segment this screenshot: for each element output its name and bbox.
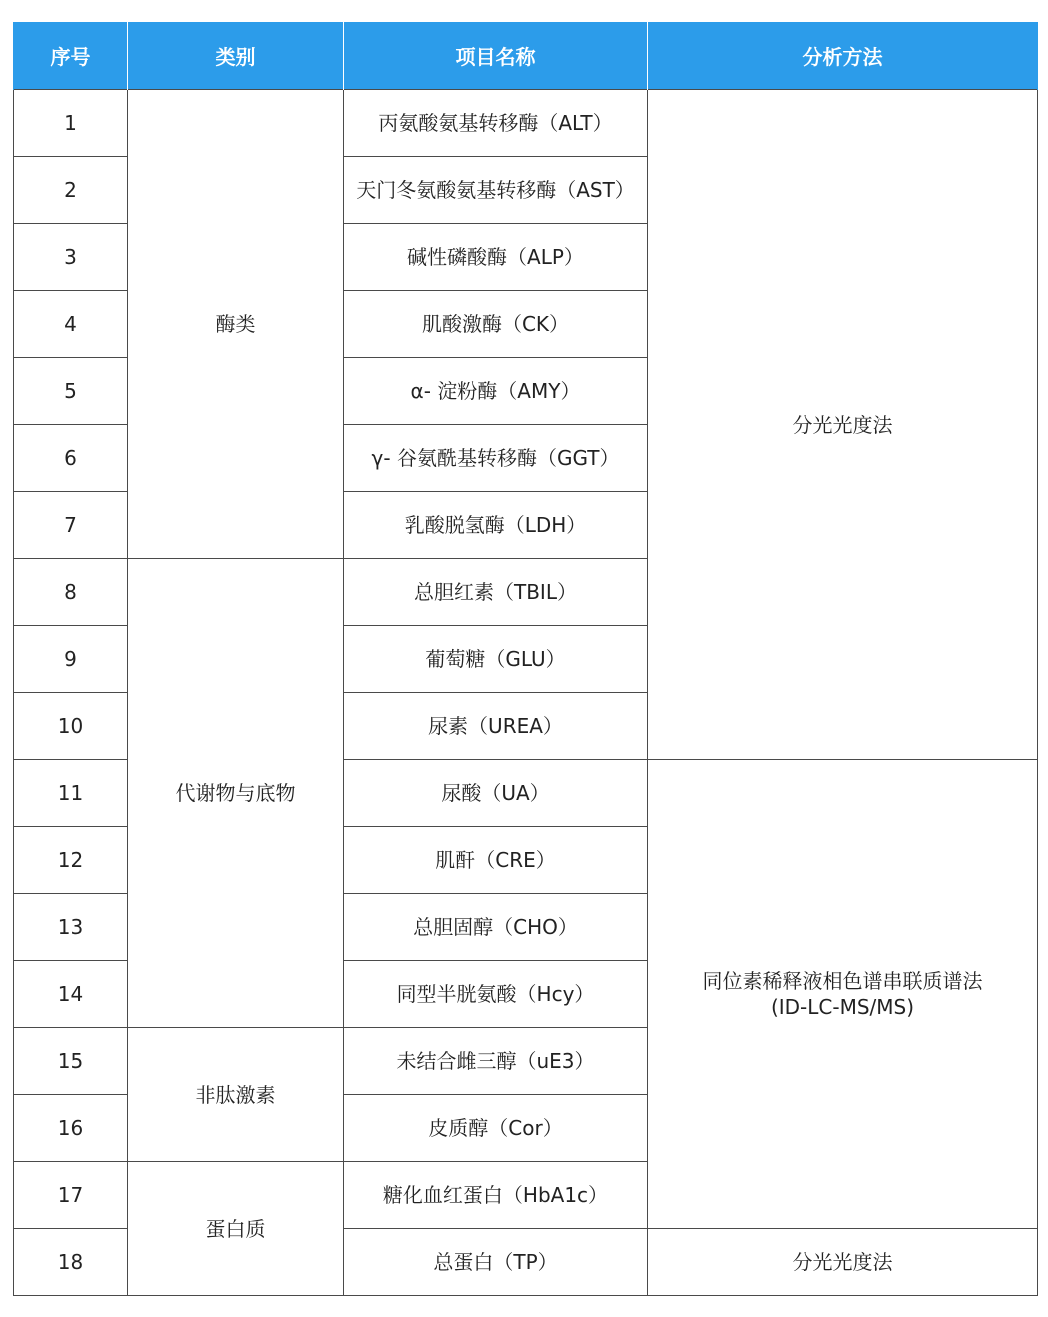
row-number: 9 [14,626,128,693]
row-number: 5 [14,358,128,425]
item-name: 天门冬氨酸氨基转移酶（AST） [344,157,648,224]
row-number: 17 [14,1162,128,1229]
method-cell: 分光光度法 [648,1229,1038,1296]
category-cell: 代谢物与底物 [128,559,344,1028]
row-number: 8 [14,559,128,626]
header-method: 分析方法 [648,22,1038,90]
item-name: 肌酐（CRE） [344,827,648,894]
header-row [14,22,1038,90]
table-body [14,90,1038,1296]
row-number: 16 [14,1095,128,1162]
row-number: 1 [14,90,128,157]
header-category: 类别 [128,22,344,90]
row-number: 3 [14,224,128,291]
item-name: 未结合雌三醇（uE3） [344,1028,648,1095]
row-number: 6 [14,425,128,492]
item-name: 碱性磷酸酶（ALP） [344,224,648,291]
item-name: 皮质醇（Cor） [344,1095,648,1162]
row-number: 7 [14,492,128,559]
item-name: 糖化血红蛋白（HbA1c） [344,1162,648,1229]
table-row [14,90,1038,157]
category-cell: 蛋白质 [128,1162,344,1296]
row-number: 11 [14,760,128,827]
table-header [14,22,1038,90]
item-name: 丙氨酸氨基转移酶（ALT） [344,90,648,157]
item-name: 总胆红素（TBIL） [344,559,648,626]
item-name: 葡萄糖（GLU） [344,626,648,693]
row-number: 2 [14,157,128,224]
item-name: α- 淀粉酶（AMY） [344,358,648,425]
item-name: 总蛋白（TP） [344,1229,648,1296]
method-line: 同位素稀释液相色谱串联质谱法 [702,969,983,993]
item-name: γ- 谷氨酰基转移酶（GGT） [344,425,648,492]
category-cell: 非肽激素 [128,1028,344,1162]
item-name: 乳酸脱氢酶（LDH） [344,492,648,559]
row-number: 13 [14,894,128,961]
row-number: 4 [14,291,128,358]
row-number: 15 [14,1028,128,1095]
analysis-table-container [13,22,1037,1296]
item-name: 同型半胱氨酸（Hcy） [344,961,648,1028]
method-cell: 分光光度法 [648,90,1038,760]
method-line: (ID-LC-MS/MS) [770,995,915,1019]
analysis-methods-table [13,22,1038,1296]
item-name: 总胆固醇（CHO） [344,894,648,961]
row-number: 12 [14,827,128,894]
header-no: 序号 [14,22,128,90]
row-number: 10 [14,693,128,760]
item-name: 尿素（UREA） [344,693,648,760]
row-number: 14 [14,961,128,1028]
header-item: 项目名称 [344,22,648,90]
method-cell [648,760,1038,1229]
item-name: 尿酸（UA） [344,760,648,827]
category-cell: 酶类 [128,90,344,559]
item-name: 肌酸激酶（CK） [344,291,648,358]
row-number: 18 [14,1229,128,1296]
